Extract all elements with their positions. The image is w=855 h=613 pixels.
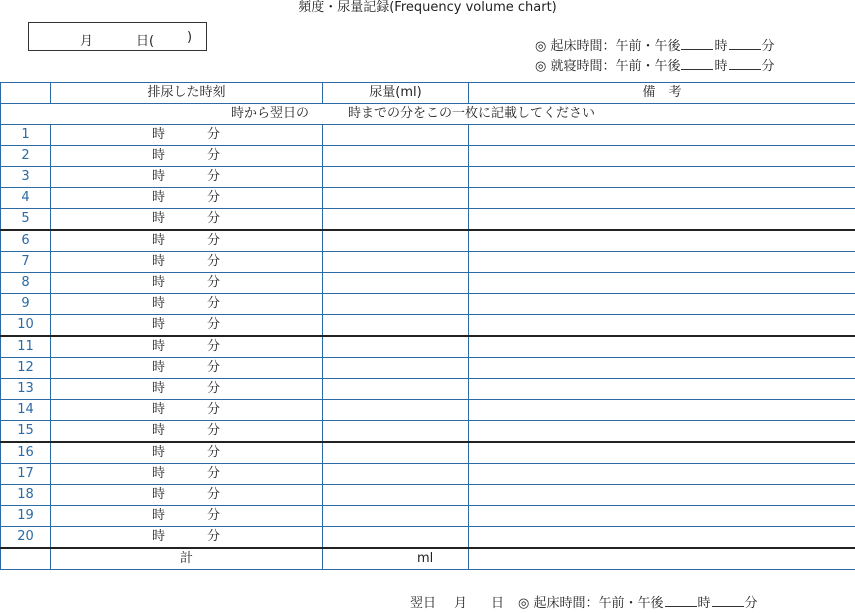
header-time: 排尿した時刻	[51, 83, 323, 104]
sleep-hour-label: 時	[714, 59, 727, 74]
minute-label: 分	[207, 421, 220, 441]
row-number: 10	[1, 315, 51, 337]
minute-label: 分	[207, 209, 220, 229]
next-day-minute-blank[interactable]	[712, 594, 744, 607]
header-number	[1, 83, 51, 104]
time-cell[interactable]	[51, 273, 323, 294]
hour-label: 時	[152, 464, 165, 484]
wake-hour-blank[interactable]	[681, 37, 713, 50]
remarks-cell[interactable]	[469, 336, 855, 358]
row-number: 1	[1, 125, 51, 146]
row-number: 14	[1, 400, 51, 421]
volume-cell[interactable]	[323, 506, 469, 527]
next-day-minute-label: 分	[745, 596, 758, 611]
minute-label: 分	[207, 167, 220, 187]
time-cell[interactable]	[51, 167, 323, 188]
header-volume: 尿量(ml)	[323, 83, 469, 104]
volume-cell[interactable]	[323, 294, 469, 315]
hour-label: 時	[152, 188, 165, 208]
volume-cell[interactable]	[323, 442, 469, 464]
time-cell[interactable]	[51, 294, 323, 315]
table-row	[1, 188, 855, 209]
total-label: 計	[51, 548, 323, 570]
table-row	[1, 209, 855, 231]
row-number: 4	[1, 188, 51, 209]
page-title: 頻度・尿量記録(Frequency volume chart)	[0, 0, 855, 16]
time-cell[interactable]	[51, 421, 323, 443]
table-row	[1, 379, 855, 400]
volume-cell[interactable]	[323, 209, 469, 231]
time-cell[interactable]	[51, 146, 323, 167]
table-row	[1, 527, 855, 549]
row-number: 3	[1, 167, 51, 188]
hour-label: 時	[152, 337, 165, 357]
row-number: 7	[1, 252, 51, 273]
instruction-text: 時から翌日の 時までの分をこの一枚に記載してください	[1, 104, 855, 125]
remarks-cell[interactable]	[469, 464, 855, 485]
hour-label: 時	[152, 167, 165, 187]
sleep-hour-blank[interactable]	[681, 57, 713, 70]
next-day-wake-line	[410, 594, 758, 613]
minute-label: 分	[207, 464, 220, 484]
hour-label: 時	[152, 209, 165, 229]
volume-cell[interactable]	[323, 273, 469, 294]
volume-cell[interactable]	[323, 527, 469, 549]
minute-label: 分	[207, 527, 220, 547]
header-remarks: 備 考	[469, 83, 855, 104]
sleep-minute-label: 分	[762, 59, 775, 74]
wake-minute-label: 分	[762, 39, 775, 54]
hour-label: 時	[152, 294, 165, 314]
hour-label: 時	[152, 527, 165, 547]
minute-label: 分	[207, 337, 220, 357]
frequency-volume-table	[0, 82, 855, 570]
row-number: 9	[1, 294, 51, 315]
remarks-cell[interactable]	[469, 379, 855, 400]
minute-label: 分	[207, 506, 220, 526]
sleep-time-prefix: ◎ 就寝時間：午前・午後	[535, 59, 680, 74]
hour-label: 時	[152, 273, 165, 293]
time-cell[interactable]	[51, 336, 323, 358]
hour-label: 時	[152, 506, 165, 526]
time-cell[interactable]	[51, 485, 323, 506]
time-cell[interactable]	[51, 442, 323, 464]
time-cell[interactable]	[51, 188, 323, 209]
time-cell[interactable]	[51, 209, 323, 231]
volume-cell[interactable]	[323, 464, 469, 485]
table-header-row	[1, 83, 855, 104]
row-number: 2	[1, 146, 51, 167]
volume-cell[interactable]	[323, 400, 469, 421]
minute-label: 分	[207, 125, 220, 145]
hour-label: 時	[152, 485, 165, 505]
next-day-hour-label: 時	[698, 596, 711, 611]
volume-cell[interactable]	[323, 336, 469, 358]
row-number: 11	[1, 336, 51, 358]
volume-cell[interactable]	[323, 230, 469, 252]
hour-label: 時	[152, 358, 165, 378]
minute-label: 分	[207, 358, 220, 378]
table-row	[1, 464, 855, 485]
table-row	[1, 125, 855, 146]
volume-cell[interactable]	[323, 188, 469, 209]
row-number: 13	[1, 379, 51, 400]
table-row	[1, 421, 855, 443]
table-row	[1, 358, 855, 379]
row-number: 6	[1, 230, 51, 252]
remarks-cell[interactable]	[469, 125, 855, 146]
remarks-cell[interactable]	[469, 400, 855, 421]
minute-label: 分	[207, 315, 220, 335]
total-volume-cell[interactable]	[323, 548, 469, 570]
minute-label: 分	[207, 252, 220, 272]
table-row	[1, 315, 855, 337]
next-day-month-label: 月	[454, 596, 467, 611]
remarks-cell[interactable]	[469, 485, 855, 506]
next-day-wake-prefix: ◎ 起床時間：午前・午後	[518, 596, 663, 611]
total-number-cell	[1, 548, 51, 570]
minute-label: 分	[207, 273, 220, 293]
minute-label: 分	[207, 146, 220, 166]
time-cell[interactable]	[51, 400, 323, 421]
time-cell[interactable]	[51, 358, 323, 379]
hour-label: 時	[152, 146, 165, 166]
minute-label: 分	[207, 379, 220, 399]
time-cell[interactable]	[51, 315, 323, 337]
row-number: 5	[1, 209, 51, 231]
hour-label: 時	[152, 421, 165, 441]
total-row	[1, 548, 855, 570]
time-cell[interactable]	[51, 527, 323, 549]
table-row	[1, 230, 855, 252]
sleep-time-line	[535, 57, 775, 76]
volume-cell[interactable]	[323, 167, 469, 188]
remarks-cell[interactable]	[469, 315, 855, 337]
minute-label: 分	[207, 443, 220, 463]
wake-time-line	[535, 37, 775, 56]
row-number: 15	[1, 421, 51, 443]
table-row	[1, 400, 855, 421]
row-number: 8	[1, 273, 51, 294]
total-remarks-cell[interactable]	[469, 548, 855, 570]
hour-label: 時	[152, 231, 165, 251]
remarks-cell[interactable]	[469, 146, 855, 167]
total-unit: ml	[417, 549, 433, 569]
row-number: 19	[1, 506, 51, 527]
instruction-row	[1, 104, 855, 125]
remarks-cell[interactable]	[469, 421, 855, 443]
row-number: 12	[1, 358, 51, 379]
remarks-cell[interactable]	[469, 167, 855, 188]
time-cell[interactable]	[51, 506, 323, 527]
time-cell[interactable]	[51, 230, 323, 252]
next-day-day-label: 日	[491, 596, 504, 611]
remarks-cell[interactable]	[469, 230, 855, 252]
remarks-cell[interactable]	[469, 209, 855, 231]
table-row	[1, 506, 855, 527]
hour-label: 時	[152, 443, 165, 463]
hour-label: 時	[152, 125, 165, 145]
time-cell[interactable]	[51, 252, 323, 273]
table-row	[1, 146, 855, 167]
volume-cell[interactable]	[323, 358, 469, 379]
remarks-cell[interactable]	[469, 294, 855, 315]
wake-hour-label: 時	[714, 39, 727, 54]
remarks-cell[interactable]	[469, 442, 855, 464]
time-cell[interactable]	[51, 464, 323, 485]
sleep-minute-blank[interactable]	[729, 57, 761, 70]
next-day-hour-blank[interactable]	[665, 594, 697, 607]
row-number: 17	[1, 464, 51, 485]
date-close-paren: )	[187, 30, 192, 45]
hour-label: 時	[152, 400, 165, 420]
wake-minute-blank[interactable]	[729, 37, 761, 50]
remarks-cell[interactable]	[469, 188, 855, 209]
hour-label: 時	[152, 252, 165, 272]
table-row	[1, 252, 855, 273]
hour-label: 時	[152, 379, 165, 399]
table-row	[1, 167, 855, 188]
date-box[interactable]	[28, 22, 207, 51]
remarks-cell[interactable]	[469, 358, 855, 379]
minute-label: 分	[207, 400, 220, 420]
row-number: 18	[1, 485, 51, 506]
remarks-cell[interactable]	[469, 252, 855, 273]
minute-label: 分	[207, 188, 220, 208]
volume-cell[interactable]	[323, 315, 469, 337]
time-cell[interactable]	[51, 125, 323, 146]
wake-time-prefix: ◎ 起床時間：午前・午後	[535, 39, 680, 54]
minute-label: 分	[207, 485, 220, 505]
next-day-label: 翌日	[410, 596, 436, 611]
row-number: 16	[1, 442, 51, 464]
table-row	[1, 442, 855, 464]
row-number: 20	[1, 527, 51, 549]
time-cell[interactable]	[51, 379, 323, 400]
remarks-cell[interactable]	[469, 506, 855, 527]
remarks-cell[interactable]	[469, 527, 855, 549]
remarks-cell[interactable]	[469, 273, 855, 294]
table-row	[1, 294, 855, 315]
minute-label: 分	[207, 294, 220, 314]
date-month-label: 月	[80, 30, 93, 49]
volume-cell[interactable]	[323, 125, 469, 146]
table-row	[1, 485, 855, 506]
minute-label: 分	[207, 231, 220, 251]
volume-cell[interactable]	[323, 252, 469, 273]
volume-cell[interactable]	[323, 421, 469, 443]
date-day-label: 日(	[136, 30, 154, 49]
volume-cell[interactable]	[323, 146, 469, 167]
table-row	[1, 336, 855, 358]
hour-label: 時	[152, 315, 165, 335]
volume-cell[interactable]	[323, 379, 469, 400]
volume-cell[interactable]	[323, 485, 469, 506]
table-row	[1, 273, 855, 294]
